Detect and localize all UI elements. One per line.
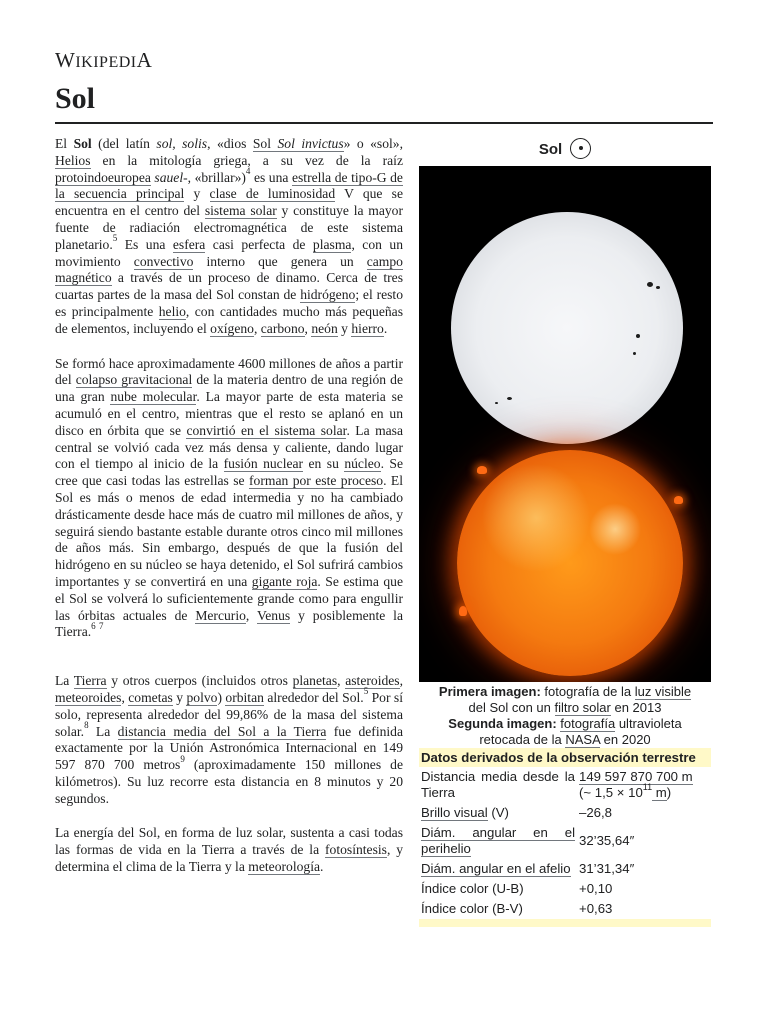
link-helios[interactable]: Helios (55, 152, 91, 168)
infobox-title-text: Sol (538, 141, 563, 158)
solar-flare (477, 466, 487, 474)
observation-table (419, 767, 711, 919)
text: en 2020 (600, 732, 651, 747)
text: en la mitología griega, a su vez de la raíz (90, 152, 403, 168)
sun-ultraviolet-image (457, 450, 683, 676)
italic-term: sauel- (154, 169, 188, 185)
text: (aproximadamente 150 millones de kilómetros). Su luz recorre esta distancia en 8 minutos y 20 segundos. (55, 757, 403, 806)
paragraph-intro (55, 136, 403, 338)
link-neon[interactable]: neón (311, 320, 338, 336)
link-nube-molecular[interactable]: nube molecular (110, 389, 197, 405)
caption-bold: Segunda imagen: (448, 716, 557, 731)
text: de la materia dentro de una región de una gran (55, 372, 403, 405)
link-cometas[interactable]: cometas (128, 689, 173, 705)
caption-bold: Primera imagen: (438, 684, 541, 699)
text: alrededor del Sol. (263, 689, 364, 705)
text: es una (250, 169, 292, 185)
text: » o «sol», (343, 136, 403, 151)
table-row (419, 879, 711, 899)
reference-link[interactable]: 8 (84, 719, 89, 730)
row-value: 31’31,34″ (579, 861, 635, 876)
table-row (419, 803, 711, 823)
reference-link[interactable]: 4 (245, 166, 251, 177)
link-gigante-roja[interactable]: gigante roja (251, 573, 318, 589)
text: y constituye la mayor fuente de radiación electromagnética de este sistema planetario. (55, 203, 403, 252)
caption-line (419, 700, 711, 716)
text: en su (303, 456, 345, 472)
sun-photo[interactable] (419, 166, 711, 682)
link-sol-invictus[interactable]: Sol Sol invictus (252, 136, 344, 151)
reference-6[interactable] (91, 621, 96, 631)
text: Por sí solo, representa alrededor del 99,86% de la masa del sistema solar. (55, 689, 403, 739)
text: y (184, 186, 210, 202)
text: La energía del Sol, en forma de luz solar, sustenta a casi todas las formas de vida en la Tierra a través de la (55, 825, 403, 858)
text: (~ 1,5 × 10 (579, 785, 643, 800)
link-afelio[interactable]: afelio (539, 861, 571, 876)
row-key: Índice color (U-B) (421, 881, 524, 896)
observation-header: Datos derivados de la observación terrestre (419, 748, 711, 767)
link-perihelio[interactable]: perihelio (421, 841, 471, 856)
text: fue definida exactamente por la Unión Astronómica Internacional en 149 597 870 700 metros (55, 723, 404, 773)
reference-9[interactable] (180, 754, 185, 764)
sun-visible-light-image (451, 212, 683, 444)
link-nucleo[interactable]: núcleo (344, 456, 381, 472)
text: . La masa central se volvió cada vez más densa y caliente, dando lugar con el tiempo al inicio de la (55, 422, 404, 472)
italic-term: sol, solis (156, 136, 208, 151)
link-orbitan[interactable]: orbitan (225, 689, 264, 705)
link-protoindoeuropea[interactable]: protoindoeuropea (55, 169, 151, 185)
observation-footer (419, 919, 711, 927)
sunspot (633, 352, 636, 355)
text: casi perfecta de (205, 236, 313, 252)
text: y (337, 320, 352, 336)
sunspot (636, 334, 640, 338)
link-diametro-angular[interactable]: Diám. angular en el (421, 861, 540, 876)
text: ) (666, 785, 672, 800)
table-row (419, 859, 711, 879)
link-formacion-sistema-solar[interactable]: convirtió en el sistema solar (186, 422, 347, 438)
text: del Sol con un (468, 700, 555, 715)
link-hidrogeno[interactable]: hidrógeno (300, 287, 356, 303)
link-carbono[interactable]: carbono (260, 320, 305, 336)
site-logo[interactable] (55, 48, 152, 73)
text: (V) (487, 805, 509, 820)
row-value: +0,10 (579, 881, 613, 896)
caption-line (419, 716, 711, 732)
row-value: 32’35,64″ (579, 833, 635, 848)
text: , (121, 689, 129, 705)
image-caption (419, 684, 711, 748)
link-filtro-solar[interactable]: filtro solar (554, 700, 611, 715)
exponent: 11 (642, 781, 653, 792)
link-plasma[interactable]: plasma (312, 236, 352, 252)
row-value (577, 767, 711, 803)
text: en 2013 (610, 700, 662, 715)
reference-8[interactable] (84, 720, 89, 730)
sunspot (507, 397, 512, 400)
text: . (320, 859, 324, 875)
row-value: –26,8 (579, 805, 613, 820)
text: . (383, 320, 388, 336)
observation-data-table (419, 748, 711, 927)
link-metro[interactable]: m (652, 785, 667, 800)
table-row (419, 767, 711, 803)
row-key: Índice color (B-V) (421, 901, 523, 916)
link-venus[interactable]: Venus (256, 607, 291, 623)
link-convectivo[interactable]: convectivo (133, 253, 194, 269)
link-fusion-nuclear[interactable]: fusión nuclear (223, 456, 304, 472)
sun-symbol-icon (570, 138, 591, 159)
italic-term: Sol invictus (277, 136, 344, 151)
link-clase-luminosidad[interactable]: clase de luminosidad (209, 186, 336, 202)
reference-5[interactable] (364, 686, 369, 696)
text: a través de un proceso de dinamo. Cerca de tres cuartas partes de la masa del Sol constan de (55, 270, 403, 303)
link-distancia-media[interactable]: distancia media del Sol a la Tierra (117, 723, 327, 739)
text: . La mayor parte de esta materia se acumuló en el centro, mientras que el resto se aplanó en un disco en órbita que se (55, 389, 403, 438)
text: El (55, 136, 74, 151)
row-value: +0,63 (579, 901, 613, 916)
sunspot (656, 286, 660, 289)
reference-link[interactable]: 5 (112, 233, 118, 244)
paragraph-formation (55, 356, 403, 642)
text: (del latín (91, 136, 157, 151)
text: , (337, 673, 346, 689)
page-title: Sol (55, 82, 96, 115)
link-nasa[interactable]: NASA (565, 732, 601, 747)
title-divider (55, 122, 713, 124)
text: Distancia media desde la Tierra (421, 769, 575, 800)
text: , (253, 320, 261, 336)
link-formacion-estelar[interactable]: forman por este proceso (249, 473, 384, 489)
link-estrella-tipo-g[interactable]: estrella de tipo-G de la secuencia principal (55, 169, 403, 202)
link-asteroides[interactable]: asteroides (345, 673, 400, 689)
caption-line (419, 684, 711, 700)
link-meteorologia[interactable]: meteorología (248, 859, 321, 875)
link-colapso-gravitacional[interactable]: colapso gravitacional (75, 372, 193, 388)
text: retocada de la (479, 732, 566, 747)
paragraph-energy (55, 825, 403, 875)
row-key (419, 767, 577, 803)
sunspot (647, 282, 653, 287)
row-key (419, 859, 577, 879)
text: V que se encuentra en el centro del (55, 186, 403, 219)
text: , (304, 320, 312, 336)
link-campo-magnetico[interactable]: campo magnético (55, 253, 403, 286)
link-distance-value[interactable]: 149 597 870 700 m (579, 769, 693, 784)
link-meteoroides[interactable]: meteoroides (55, 689, 122, 705)
text: ) (217, 689, 226, 705)
article-body (55, 136, 403, 894)
text: y posiblemente la Tierra. (55, 607, 403, 640)
link-polvo[interactable]: polvo (186, 689, 218, 705)
solar-flare (459, 606, 467, 616)
link-oxigeno[interactable]: oxígeno (210, 320, 254, 336)
link-fotosintesis[interactable]: fotosíntesis (325, 842, 387, 858)
text: interno que genera un (193, 253, 367, 269)
link-helio[interactable]: helio (158, 303, 186, 319)
infobox-title (419, 136, 711, 164)
sunspot (495, 402, 498, 404)
table-row (419, 823, 711, 859)
text: ; el resto es principalmente (55, 287, 404, 319)
reference-7[interactable] (99, 621, 104, 631)
link-sistema-solar[interactable]: sistema solar (204, 203, 277, 219)
link-diametro-angular[interactable]: Diám. angular en el (421, 825, 575, 840)
link-esfera[interactable]: esfera (172, 236, 206, 252)
text: , (399, 673, 403, 689)
logo-letter: A (136, 48, 153, 72)
solar-flare (674, 496, 683, 504)
link-hierro[interactable]: hierro (351, 320, 384, 336)
text: La (55, 673, 74, 689)
text: fotografía de la (540, 684, 635, 699)
text: . Se cree que casi todas las estrellas se (55, 456, 403, 489)
reference-link[interactable]: 6 (91, 620, 96, 631)
link-luz-visible[interactable]: luz visible (634, 684, 692, 699)
text: , «dios (207, 136, 253, 151)
reference-link[interactable]: 9 (180, 753, 185, 764)
bold-term: Sol (73, 136, 92, 151)
caption-line (419, 732, 711, 748)
text: . El Sol es más o menos de edad intermedia y no ha cambiado drásticamente desde hace más de cuatro mil millones de años, y seguirá siendo bastante estable durante otros cinco mil millones de años más. Sin embargo, después de que la fusión del hidrógeno en su núcleo se haya detenido, el Sol sufrirá cambios importantes y se convertirá en una (55, 473, 403, 589)
text: ultravioleta (615, 716, 682, 731)
reference-4[interactable] (246, 166, 251, 176)
text: , con un movimiento (55, 236, 403, 269)
link-tierra[interactable]: Tierra (73, 673, 107, 689)
text: , (245, 607, 257, 623)
text: Es una (117, 236, 173, 252)
paragraph-orbits (55, 673, 403, 807)
row-key (419, 823, 577, 859)
row-key (419, 803, 577, 823)
text: y (172, 689, 187, 705)
reference-link[interactable]: 7 (99, 620, 104, 631)
reference-5[interactable] (113, 233, 118, 243)
text: . Se estima que el Sol se volverá lo suficientemente grande como para engullir las órbitas actuales de (55, 573, 403, 623)
text: , «brillar») (187, 169, 246, 185)
link-brillo-visual[interactable]: Brillo visual (421, 805, 488, 820)
logo-letter: W (55, 48, 76, 72)
link-fotografia[interactable]: fotografía (560, 716, 616, 731)
link-mercurio[interactable]: Mercurio (195, 607, 246, 623)
text: La (88, 723, 118, 739)
table-row (419, 899, 711, 919)
text: , y determina el clima de la Tierra y la (55, 842, 404, 875)
text: y otros cuerpos (incluidos otros (106, 673, 293, 689)
logo-text: IKIPEDI (75, 54, 137, 71)
link-planetas[interactable]: planetas (292, 673, 338, 689)
reference-link[interactable]: 5 (363, 686, 369, 697)
text: , con cantidades mucho más pequeñas de elementos, incluyendo el (55, 303, 403, 336)
text: Se formó hace aproximadamente 4600 millones de años a partir del (55, 355, 403, 388)
